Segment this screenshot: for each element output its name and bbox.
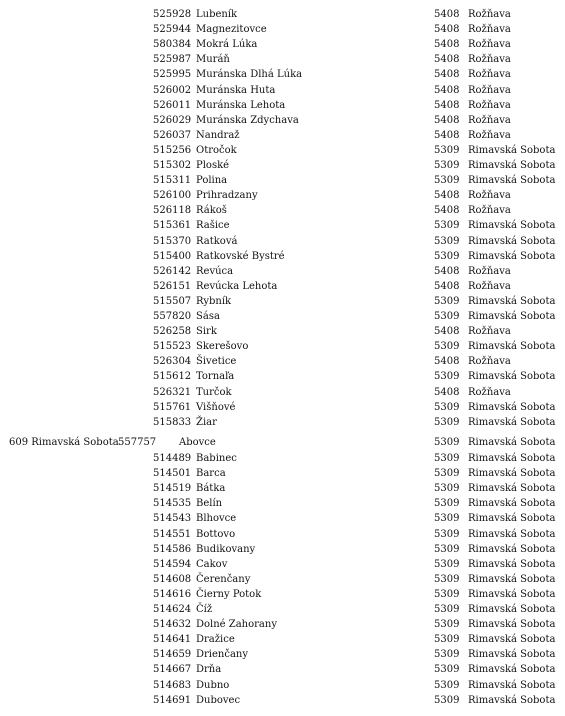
district-code: 5309 [434, 664, 460, 676]
district-name: Rimavská Sobota [468, 619, 556, 631]
district-name: Rimavská Sobota [468, 679, 556, 691]
municipality-name: Tornaľa [196, 371, 235, 383]
district-name: Rožňava [468, 69, 511, 81]
table-row [0, 354, 565, 369]
district-code: 5408 [434, 69, 460, 81]
district-name: Rožňava [468, 386, 511, 398]
district-code: 5309 [434, 604, 460, 615]
district-code: 5408 [434, 205, 460, 217]
district-name: Rimavská Sobota [468, 341, 556, 353]
municipality-code: 514519 [153, 483, 192, 495]
municipality-code: 514624 [153, 604, 192, 615]
district-name: Rožňava [468, 84, 511, 96]
municipality-code: 525987 [153, 54, 192, 66]
municipality-name: Muránska Dlhá Lúka [196, 69, 303, 81]
district-name: Rimavská Sobota [468, 558, 556, 570]
municipality-code: 515311 [153, 175, 192, 187]
table-row [0, 572, 565, 587]
municipality-code: 526100 [153, 190, 192, 202]
district-code: 5309 [434, 235, 460, 247]
district-name: Rožňava [468, 9, 511, 20]
district-code: 5309 [434, 619, 460, 631]
municipality-code: 514543 [153, 513, 192, 525]
municipality-name: Prihradzany [196, 190, 258, 202]
municipality-code: 514535 [153, 498, 192, 510]
municipality-name: Muráň [196, 54, 230, 66]
district-code: 5309 [434, 250, 460, 262]
municipality-code: 514659 [153, 649, 192, 661]
district-name: Rimavská Sobota [468, 573, 556, 585]
municipality-name: Bátka [196, 483, 226, 495]
district-code: 5309 [434, 573, 460, 585]
municipality-code: 526118 [153, 205, 192, 217]
table-row [0, 83, 565, 98]
municipality-code: 514489 [153, 453, 192, 464]
district-code: 5408 [434, 326, 460, 338]
municipality-code: 515761 [153, 401, 192, 413]
table-row [0, 632, 565, 647]
district-code: 5309 [434, 341, 460, 353]
municipality-code: 557820 [153, 311, 192, 322]
table-row [0, 481, 565, 496]
municipality-name: Cakov [196, 558, 228, 570]
table-row [0, 143, 565, 158]
municipality-code: 515400 [153, 250, 192, 262]
district-code: 5309 [434, 528, 460, 540]
district-code: 5309 [434, 558, 460, 570]
municipality-code: 514501 [153, 468, 192, 480]
district-name: Rimavská Sobota [468, 437, 556, 448]
district-code: 5309 [434, 437, 460, 448]
table-row [0, 557, 565, 572]
district-name: Rimavská Sobota [468, 528, 556, 540]
municipality-code: 514683 [153, 679, 192, 691]
municipality-code: 514632 [153, 619, 192, 631]
municipality-name: Revúca [196, 265, 234, 277]
district-code: 5309 [434, 468, 460, 480]
table-row [0, 678, 565, 693]
district-name: Rimavská Sobota [468, 453, 556, 464]
municipality-name: Budikovany [196, 543, 256, 555]
municipality-name: Dubovec [196, 694, 241, 706]
municipality-name: Belín [196, 498, 223, 510]
district-name: Rimavská Sobota [468, 634, 556, 646]
district-code: 5408 [434, 54, 460, 66]
table-row [0, 98, 565, 113]
district-name: Rimavská Sobota [468, 160, 556, 171]
municipality-name: Ploské [196, 160, 230, 171]
municipality-code: 515833 [153, 416, 192, 428]
municipality-code: 514594 [153, 558, 192, 570]
district-code: 5309 [434, 371, 460, 383]
district-code: 5408 [434, 9, 460, 20]
table-row [0, 466, 565, 481]
municipality-name: Nandraž [196, 129, 240, 141]
municipality-name: Muránska Zdychava [196, 114, 299, 126]
municipality-name: Rákoš [196, 205, 227, 217]
table-row [0, 279, 565, 294]
table-row [0, 218, 565, 233]
table-row [0, 324, 565, 339]
district-code: 5408 [434, 265, 460, 277]
table-row [0, 647, 565, 662]
table-row [0, 37, 565, 52]
district-name: Rimavská Sobota [468, 401, 556, 413]
table-row [0, 451, 565, 466]
table-row [0, 511, 565, 526]
district-name: Rimavská Sobota [468, 311, 556, 322]
district-name: Rožňava [468, 114, 511, 126]
municipality-code: 515256 [153, 144, 192, 156]
municipality-code: 525944 [153, 24, 192, 36]
municipality-code: 514667 [153, 664, 192, 676]
district-name: Rimavská Sobota [468, 295, 556, 307]
district-code: 5408 [434, 190, 460, 202]
district-name: Rimavská Sobota [468, 235, 556, 247]
district-code: 5309 [434, 649, 460, 661]
table-row [0, 542, 565, 557]
district-name: Rožňava [468, 265, 511, 277]
municipality-name: Mokrá Lúka [196, 39, 258, 51]
district-name: Rimavská Sobota [468, 513, 556, 525]
district-code: 5408 [434, 84, 460, 96]
municipality-code: 514586 [153, 543, 192, 555]
district-name: Rožňava [468, 205, 511, 217]
municipality-code: 514608 [153, 573, 192, 585]
district-code: 5309 [434, 543, 460, 555]
district-code: 5408 [434, 114, 460, 126]
district-code: 5309 [434, 453, 460, 464]
municipality-code: 515370 [153, 235, 192, 247]
municipality-name: Číž [196, 604, 213, 615]
municipality-name: Bottovo [196, 528, 236, 540]
municipality-name: Čerenčany [196, 573, 251, 585]
table-row [0, 309, 565, 324]
municipality-name: Muránska Huta [196, 84, 276, 96]
municipality-name: Revúcka Lehota [196, 280, 278, 292]
municipality-code: 526142 [153, 265, 192, 277]
table-row [0, 188, 565, 203]
district-code: 5309 [434, 588, 460, 600]
municipality-name: Sirk [196, 326, 217, 338]
municipality-code: 526304 [153, 356, 192, 368]
municipality-code: 515361 [153, 220, 192, 232]
table-row [0, 369, 565, 384]
municipality-code: 580384 [153, 39, 192, 51]
municipality-name: Muránska Lehota [196, 99, 286, 111]
district-name: Rožňava [468, 356, 511, 368]
district-name: Rimavská Sobota [468, 175, 556, 187]
district-code: 5408 [434, 386, 460, 398]
district-code: 5408 [434, 24, 460, 36]
table-row [0, 249, 565, 264]
table-row [0, 264, 565, 279]
municipality-code: 514551 [153, 528, 192, 540]
district-name: Rimavská Sobota [468, 144, 556, 156]
municipality-name: Dolné Zahorany [196, 619, 277, 631]
district-header-row [0, 435, 565, 450]
district-name: Rimavská Sobota [468, 543, 556, 555]
table-row [0, 385, 565, 400]
district-name: Rimavská Sobota [468, 588, 556, 600]
municipality-name: Dubno [196, 679, 230, 691]
municipality-name: Višňové [196, 401, 236, 413]
table-row [0, 587, 565, 602]
municipality-code: 526037 [153, 129, 192, 141]
municipality-code: 557757 [118, 437, 157, 448]
table-row [0, 113, 565, 128]
municipality-code: 526002 [153, 84, 192, 96]
municipality-code: 526321 [153, 386, 192, 398]
district-code: 5309 [434, 416, 460, 428]
municipality-code: 515523 [153, 341, 192, 353]
table-row [0, 400, 565, 415]
district-code: 5408 [434, 356, 460, 368]
municipality-name: Dražice [196, 634, 235, 646]
district-name: Rimavská Sobota [468, 371, 556, 383]
table-row [0, 617, 565, 632]
municipality-name: Barca [196, 468, 226, 480]
district-code: 5309 [434, 144, 460, 156]
table-row [0, 339, 565, 354]
district-code: 5309 [434, 694, 460, 706]
municipality-name: Babinec [196, 453, 237, 464]
municipality-code: 525995 [153, 69, 192, 81]
district-code: 5309 [434, 679, 460, 691]
district-name: Rožňava [468, 24, 511, 36]
table-row [0, 203, 565, 218]
district-code: 5309 [434, 220, 460, 232]
municipality-name: Sása [196, 311, 220, 322]
district-label: 609 Rimavská Sobota [9, 437, 119, 448]
table-row [0, 22, 565, 37]
municipality-name: Drienčany [196, 649, 249, 661]
municipality-name: Žiar [196, 416, 217, 428]
municipality-name: Ratkovské Bystré [196, 250, 285, 262]
district-name: Rožňava [468, 190, 511, 202]
district-name: Rožňava [468, 54, 511, 66]
district-name: Rožňava [468, 129, 511, 141]
district-code: 5408 [434, 39, 460, 51]
municipality-name: Rybník [196, 295, 232, 307]
table-row [0, 67, 565, 82]
table-row [0, 602, 565, 617]
municipality-name: Ratková [196, 235, 238, 247]
district-code: 5309 [434, 513, 460, 525]
municipality-name: Čierny Potok [196, 588, 262, 600]
district-name: Rožňava [468, 99, 511, 111]
district-code: 5309 [434, 160, 460, 171]
municipality-name: Otročok [196, 144, 237, 156]
municipality-code: 526029 [153, 114, 192, 126]
table-row [0, 294, 565, 309]
municipality-code: 515612 [153, 371, 192, 383]
district-name: Rimavská Sobota [468, 250, 556, 262]
table-row [0, 234, 565, 249]
municipality-name: Polina [196, 175, 228, 187]
district-name: Rožňava [468, 280, 511, 292]
table-row [0, 415, 565, 430]
municipality-name: Skerešovo [196, 341, 249, 353]
district-name: Rimavská Sobota [468, 220, 556, 232]
municipality-name: Turčok [196, 386, 232, 398]
district-name: Rimavská Sobota [468, 416, 556, 428]
district-name: Rimavská Sobota [468, 498, 556, 510]
district-name: Rimavská Sobota [468, 664, 556, 676]
municipality-name: Blhovce [196, 513, 237, 525]
district-code: 5309 [434, 175, 460, 187]
municipality-name: Rašice [196, 220, 230, 232]
municipality-code: 525928 [153, 9, 192, 20]
table-row [0, 693, 565, 708]
district-name: Rimavská Sobota [468, 604, 556, 615]
district-code: 5309 [434, 498, 460, 510]
table-row [0, 527, 565, 542]
municipality-name: Drňa [196, 664, 222, 676]
district-code: 5309 [434, 311, 460, 322]
municipality-name: Magnezitovce [196, 24, 267, 36]
municipality-code: 514641 [153, 634, 192, 646]
municipality-code: 526011 [153, 99, 192, 111]
municipality-code: 515507 [153, 295, 192, 307]
district-code: 5309 [434, 634, 460, 646]
district-name: Rožňava [468, 39, 511, 51]
district-code: 5309 [434, 483, 460, 495]
municipality-name: Abovce [179, 437, 216, 448]
municipality-code: 514616 [153, 588, 192, 600]
district-code: 5309 [434, 401, 460, 413]
municipality-name: Lubeník [196, 9, 238, 20]
district-code: 5408 [434, 280, 460, 292]
district-name: Rimavská Sobota [468, 483, 556, 495]
district-name: Rimavská Sobota [468, 468, 556, 480]
district-code: 5408 [434, 99, 460, 111]
table-row [0, 662, 565, 677]
municipality-code: 515302 [153, 160, 192, 171]
municipality-code: 514691 [153, 694, 192, 706]
district-name: Rožňava [468, 326, 511, 338]
district-code: 5408 [434, 129, 460, 141]
table-row [0, 173, 565, 188]
table-row [0, 7, 565, 22]
municipality-code: 526151 [153, 280, 192, 292]
district-name: Rimavská Sobota [468, 649, 556, 661]
table-row [0, 158, 565, 173]
municipality-name: Šivetice [196, 356, 237, 368]
municipality-code: 526258 [153, 326, 192, 338]
district-code: 5309 [434, 295, 460, 307]
table-row [0, 128, 565, 143]
table-row [0, 496, 565, 511]
district-name: Rimavská Sobota [468, 694, 556, 706]
table-row [0, 52, 565, 67]
